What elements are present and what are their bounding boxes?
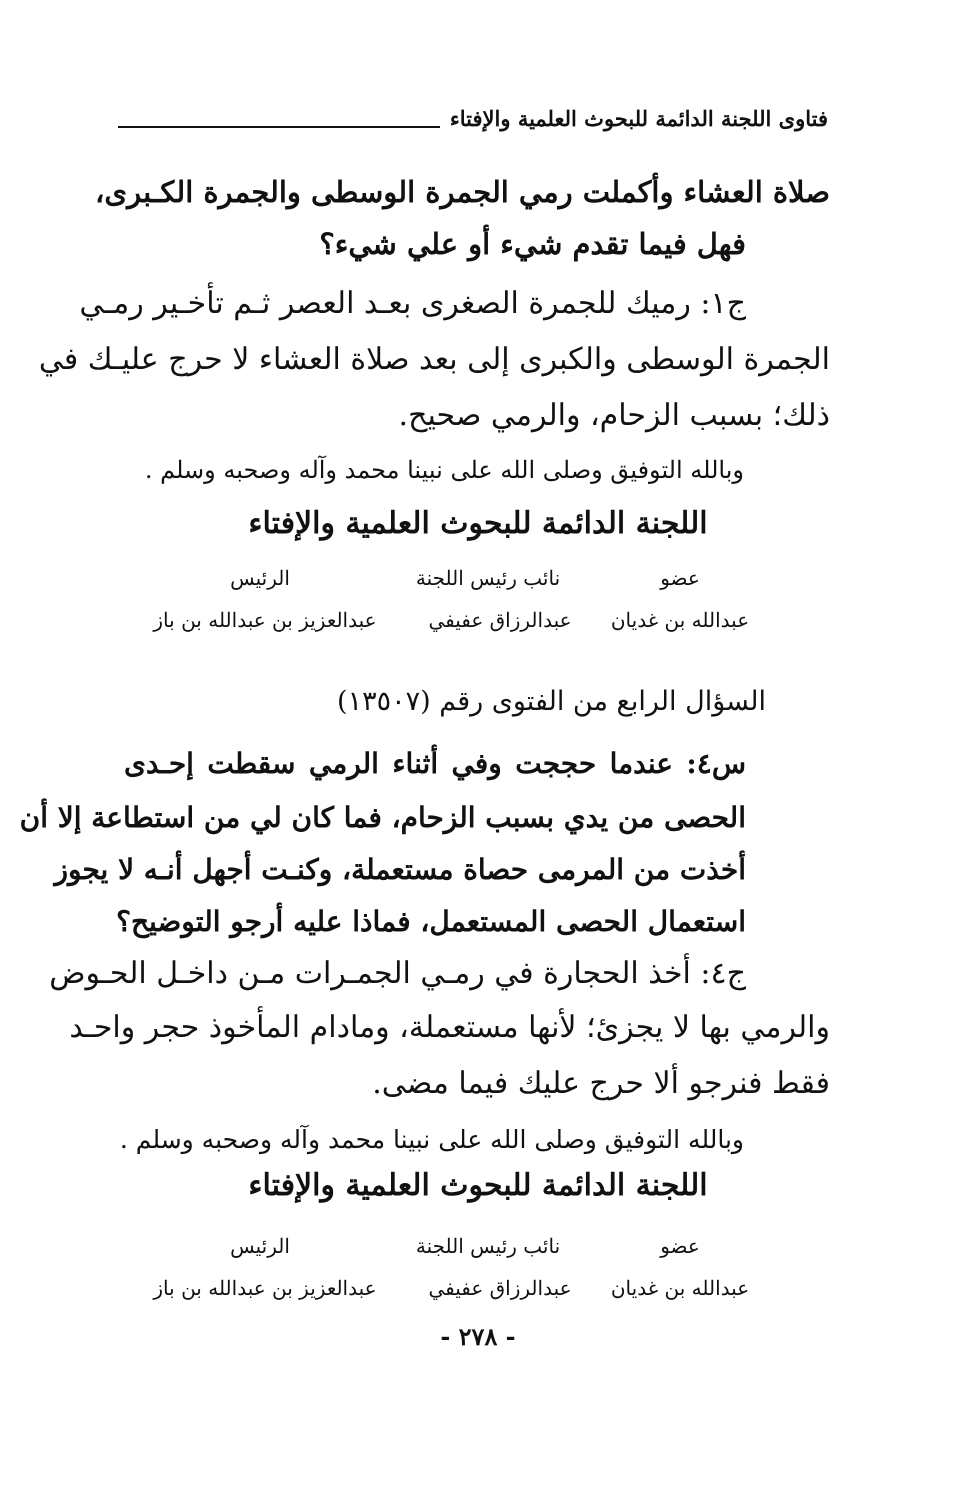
signatory-vice-chair-1: عبدالرزاق عفيفي	[428, 608, 572, 632]
question3-line1: صلاة العشاء وأكملت رمي الجمرة الوسطى والجمرة الكـبرى،	[95, 175, 830, 209]
committee-title-1: اللجنة الدائمة للبحوث العلمية والإفتاء	[248, 506, 708, 541]
signatory-member-2: عبدالله بن غديان	[610, 1276, 750, 1300]
signatory-chair-2: عبدالعزيز بن عبدالله بن باز	[153, 1276, 377, 1300]
question4-line2: الحصى من يدي بسبب الزحام، فما كان لي من استطاعة إلا أن	[19, 801, 746, 834]
closing-prayer-1: وبالله التوفيق وصلى الله على نبينا محمد وآله وصحبه وسلم .	[144, 456, 744, 484]
question4-heading: السؤال الرابع من الفتوى رقم (١٣٥٠٧)	[337, 686, 766, 717]
role-vice-chair-1: نائب رئيس اللجنة	[415, 566, 561, 590]
role-member-2: عضو	[660, 1234, 700, 1258]
question3-line2: فهل فيما تقدم شيء أو علي شيء؟	[319, 227, 746, 261]
committee-title-2: اللجنة الدائمة للبحوث العلمية والإفتاء	[248, 1168, 708, 1203]
role-vice-chair-2: نائب رئيس اللجنة	[415, 1234, 561, 1258]
question4-line3: أخذت من المرمى حصاة مستعملة، وكنـت أجهل أنـه لا يجوز	[54, 853, 746, 886]
role-chair-1: الرئيس	[230, 566, 290, 590]
running-header	[118, 104, 828, 144]
signatory-chair-1: عبدالعزيز بن عبدالله بن باز	[153, 608, 377, 632]
question4-line4: استعمال الحصى المستعمل، فماذا عليه أرجو التوضيح؟	[116, 905, 746, 938]
signatory-vice-chair-2: عبدالرزاق عفيفي	[428, 1276, 572, 1300]
page-number: - ٢٧٨ -	[440, 1322, 516, 1351]
answer3-line3: ذلك؛ بسبب الزحام، والرمي صحيح.	[398, 398, 830, 433]
header-rule	[118, 126, 440, 128]
answer3-line1: ج١: رميك للجمرة الصغرى بعـد العصر ثـم تأخـير رمـي	[79, 286, 746, 321]
answer4-line3: فقط فنرجو ألا حرج عليك فيما مضى.	[372, 1066, 830, 1101]
running-title: فتاوى اللجنة الدائمة للبحوث العلمية والإفتاء	[449, 106, 828, 131]
question4-line1: س٤: عندما حججت وفي أثناء الرمي سقطت إحـدى	[124, 747, 746, 780]
role-member-1: عضو	[660, 566, 700, 590]
closing-prayer-2: وبالله التوفيق وصلى الله على نبينا محمد وآله وصحبه وسلم .	[119, 1125, 744, 1154]
answer4-line1: ج٤: أخذ الحجارة في رمـي الجمـرات مـن داخـل الحـوض	[49, 956, 746, 991]
role-chair-2: الرئيس	[230, 1234, 290, 1258]
answer4-line2: والرمي بها لا يجزئ؛ لأنها مستعملة، ومادام المأخوذ حجر واحـد	[69, 1010, 830, 1045]
answer3-line2: الجمرة الوسطى والكبرى إلى بعد صلاة العشاء لا حرج عليـك في	[38, 342, 830, 377]
signatory-member-1: عبدالله بن غديان	[610, 608, 750, 632]
